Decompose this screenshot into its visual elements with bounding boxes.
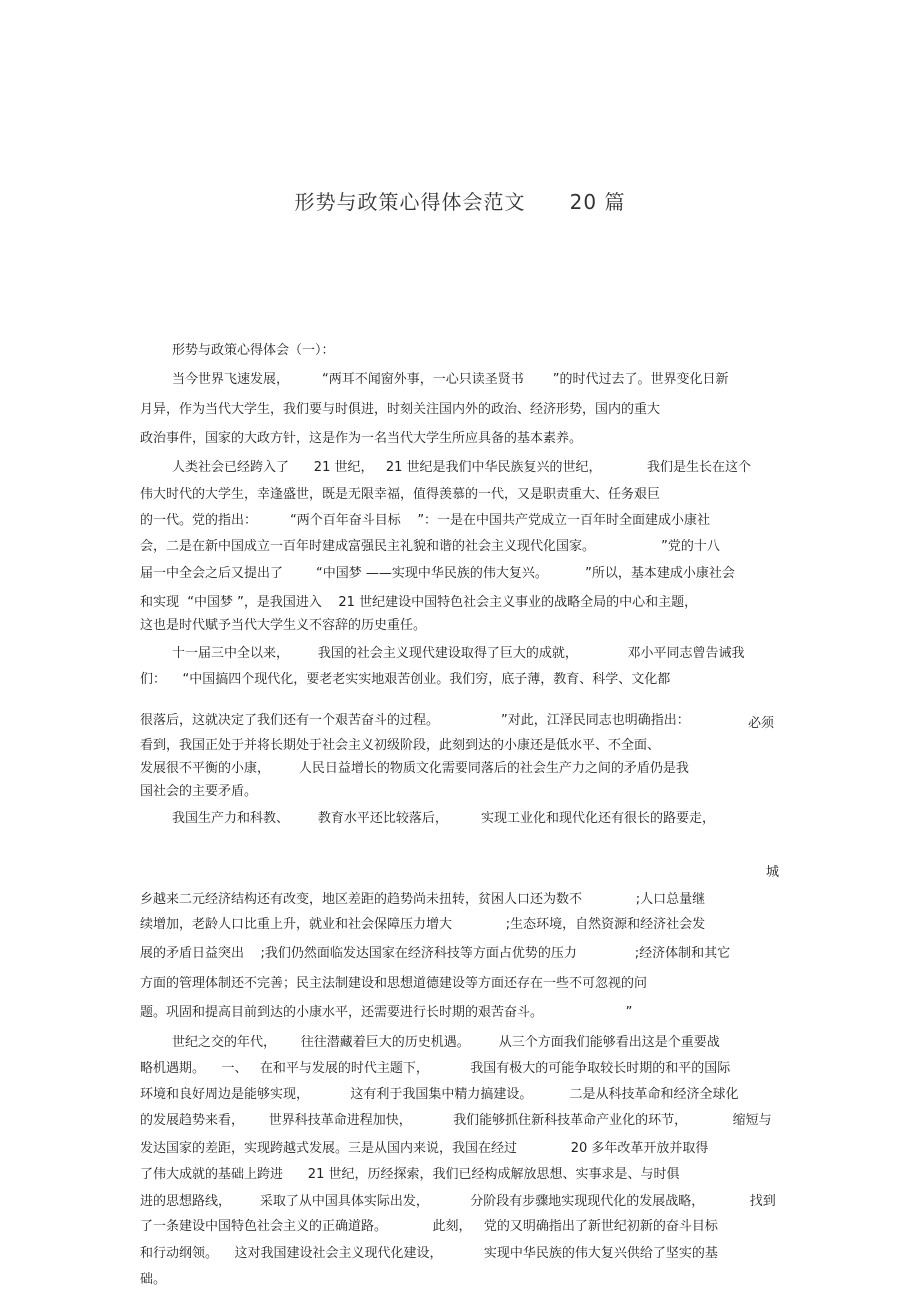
paragraph-line: 政治事件，国家的大政方针，这是作为一名当代大学生所应具备的基本素养。 — [140, 431, 583, 446]
paragraph-line-fragment: 必须 — [748, 716, 775, 731]
paragraph-line: 发达国家的差距，实现跨越式发展。三是从国内来说，我国在经过 20 多年改革开放并取得 — [140, 1141, 709, 1156]
paragraph-line: 环境和良好周边是能够实现， 这有利于我国集中精力搞建设。 二是从科技革命和经济全球化 — [140, 1087, 739, 1102]
paragraph-line: 届一中全会之后又提出了 “中国梦 ——实现中华民族的伟大复兴。 ”所以，基本建成小康社会 — [140, 566, 735, 581]
paragraph-line: 了一条建设中国特色社会主义的正确道路。 此刻， 党的又明确指出了新世纪初新的奋斗目标 — [140, 1219, 718, 1234]
paragraph-line: 题。巩固和提高目前到达的小康水平，还需要进行长时期的艰苦奋斗。 ” — [140, 1005, 633, 1020]
paragraph-line: 十一届三中全以来， 我国的社会主义现代建设取得了巨大的成就， 邓小平同志曾告诫我 — [172, 646, 745, 661]
section-heading: 形势与政策心得体会（一）： — [172, 343, 335, 358]
paragraph-line: 方面的管理体制还不完善；民主法制建设和思想道德建设等方面还存在一些不可忽视的问 — [140, 976, 648, 991]
paragraph-line: 础。 — [140, 1272, 167, 1287]
paragraph-line: 们： “中国搞四个现代化，要老老实实地艰苦创业。我们穷，底子薄，教育、科学、文化都 — [140, 672, 671, 687]
paragraph-line: 月异，作为当代大学生，我们要与时俱进，时刻关注国内外的政治、经济形势，国内的重大 — [140, 402, 661, 417]
paragraph-line: 我国生产力和科教、 教育水平还比较落后， 实现工业化和现代化还有很长的路要走， — [172, 811, 715, 826]
paragraph-line: 乡越来二元经济结构还有改变，地区差距的趋势尚未扭转，贫困人口还为数不 ;人口总量继 — [140, 892, 706, 907]
paragraph-line: 国社会的主要矛盾。 — [140, 784, 258, 799]
paragraph-line: 世纪之交的年代， 往往潜藏着巨大的历史机遇。 从三个方面我们能够看出这是个重要战 — [172, 1035, 720, 1050]
paragraph-line: 略机遇期。 一、 在和平与发展的时代主题下， 我国有极大的可能争取较长时期的和平的国际 — [140, 1061, 731, 1076]
paragraph-line: 看到，我国正处于并将长期处于社会主义初级阶段，此刻到达的小康还是低水平、不全面、 — [140, 738, 661, 753]
paragraph-line: 的一代。党的指出： “两个百年奋斗目标 ”：一是在中国共产党成立一百年时全面建成小康社 — [140, 513, 711, 528]
paragraph-line: 这也是时代赋予当代大学生义不容辞的历史重任。 — [140, 618, 427, 633]
document-title: 形势与政策心得体会范文 20 篇 — [294, 190, 626, 214]
paragraph-line: 很落后，这就决定了我们还有一个艰苦奋斗的过程。 ”对此，江泽民同志也明确指出： — [140, 713, 690, 728]
paragraph-line: 发展很不平衡的小康， 人民日益增长的物质文化需要同落后的社会生产力之间的矛盾仍是我 — [140, 761, 689, 776]
paragraph-line: 和行动纲领。 这对我国建设社会主义现代化建设， 实现中华民族的伟大复兴供给了坚实的基 — [140, 1246, 718, 1261]
paragraph-line: 进的思想路线， 采取了从中国具体实际出发， 分阶段有步骤地实现现代化的发展战略， 找到 — [140, 1194, 776, 1209]
paragraph-line: 和实现 “中国梦 ”，是我国进入 21 世纪建设中国特色社会主义事业的战略全局的中心和主题， — [140, 595, 698, 610]
paragraph-line: 展的矛盾日益突出 ;我们仍然面临发达国家在经济科技等方面占优势的压力 ;经济体制和其它 — [140, 946, 731, 961]
paragraph-line: 伟大时代的大学生，幸逢盛世，既是无限幸福，值得羡慕的一代，又是职责重大、任务艰巨 — [140, 487, 661, 502]
paragraph-line: 续增加，老龄人口比重上升，就业和社会保障压力增大 ;生态环境，自然资源和经济社会发 — [140, 917, 706, 932]
paragraph-line: 人类社会已经跨入了 21 世纪， 21 世纪是我们中华民族复兴的世纪， 我们是生长在这个 — [172, 460, 751, 475]
paragraph-line-fragment: 城 — [766, 865, 780, 880]
paragraph-line: 的发展趋势来看， 世界科技革命进程加快， 我们能够抓住新科技革命产业化的环节， 缩短与 — [140, 1113, 772, 1128]
paragraph-line: 了伟大成就的基础上跨进 21 世纪，历经探索，我们已经构成解放思想、实事求是、与时俱 — [140, 1167, 680, 1182]
paragraph-line: 会，二是在新中国成立一百年时建成富强民主礼貌和谐的社会主义现代化国家。 ”党的十八 — [140, 539, 720, 554]
paragraph-line: 当今世界飞速发展， “两耳不闻窗外事，一心只读圣贤书 ”的时代过去了。世界变化日新 — [172, 372, 729, 387]
